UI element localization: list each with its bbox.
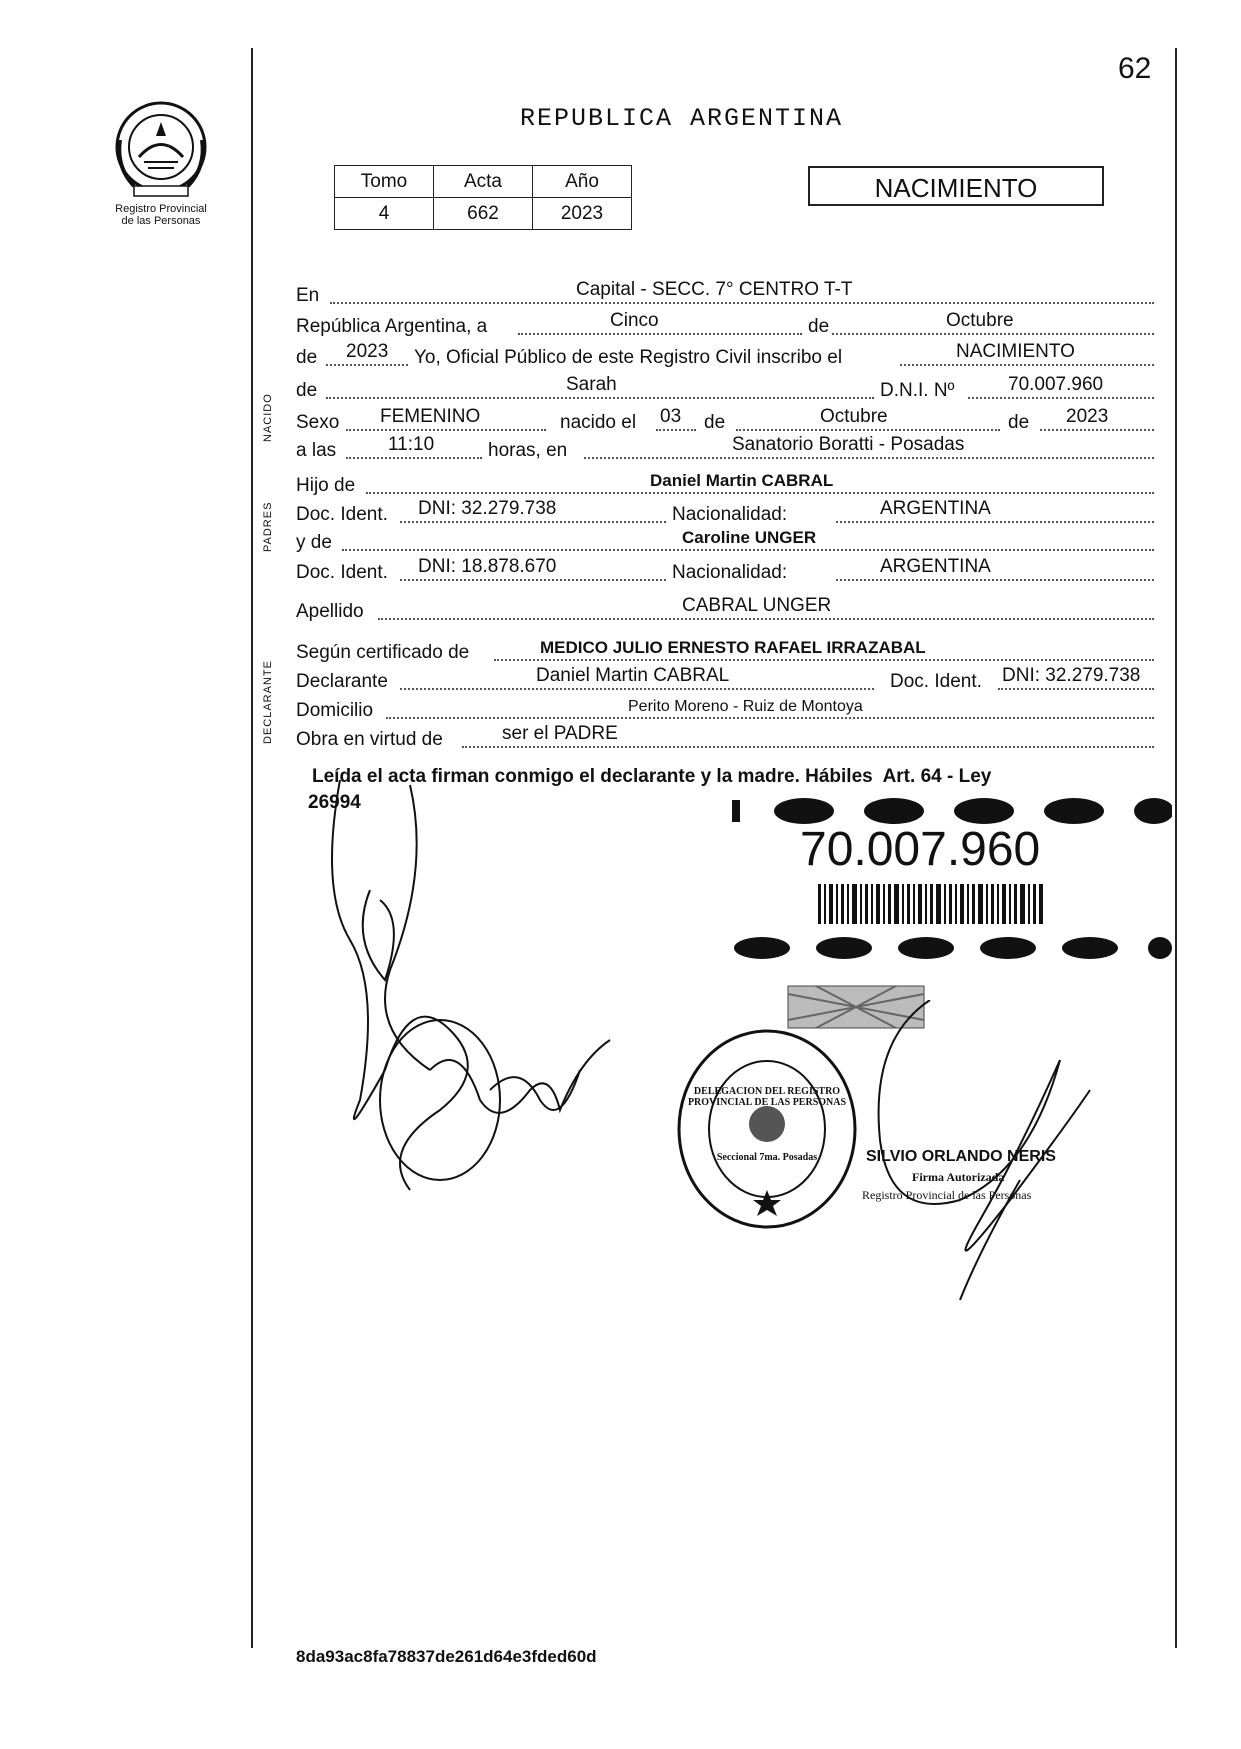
label-de: de	[808, 316, 830, 337]
label-declarant: Declarante	[296, 671, 388, 692]
form-row-father	[296, 469, 1154, 497]
form-row-birth	[296, 406, 1154, 434]
value-mother: Caroline UNGER	[682, 528, 817, 547]
registry-header-tomo: Tomo	[335, 166, 434, 198]
barcode-icon	[818, 884, 1048, 924]
value-year: 2023	[346, 341, 389, 362]
value-dni: 70.007.960	[1008, 374, 1104, 395]
dni-stamp-number: 70.007.960	[800, 823, 1041, 876]
label-address: Domicilio	[296, 700, 374, 721]
label-birth-de2: de	[1008, 412, 1030, 433]
label-birth-de: de	[704, 412, 726, 433]
seal-outer-text: DELEGACION DEL REGISTRO PROVINCIAL DE LAS PERSONAS	[687, 1086, 847, 1108]
section-label-declarant: DECLARANTE	[262, 660, 274, 744]
document-type-box: NACIMIENTO	[808, 166, 1104, 206]
label-mother-doc: Doc. Ident.	[296, 562, 388, 583]
value-certificate: MEDICO JULIO ERNESTO RAFAEL IRRAZABAL	[540, 638, 926, 657]
logo-caption-line1: Registro Provincial	[115, 203, 207, 215]
value-father-nationality: ARGENTINA	[880, 498, 991, 519]
seal-inner-text: Seccional 7ma. Posadas	[716, 1152, 818, 1163]
registry-value-anio: 2023	[533, 198, 632, 230]
label-certificate: Según certificado de	[296, 642, 470, 663]
declarant-signature-icon	[290, 770, 640, 1210]
form-row-place	[296, 279, 1154, 307]
form-row-event	[296, 341, 1154, 369]
value-father: Daniel Martin CABRAL	[650, 471, 834, 490]
form-row-address	[296, 694, 1154, 722]
registry-seal	[672, 1024, 862, 1234]
right-margin-line	[1175, 48, 1177, 1648]
value-place: Capital - SECC. 7° CENTRO T-T	[576, 279, 853, 300]
form-row-father-doc	[296, 498, 1154, 526]
registry-value-acta: 662	[434, 198, 533, 230]
section-label-parents: PADRES	[262, 501, 274, 552]
left-margin-line	[251, 48, 253, 1648]
section-label-born: NACIDO	[262, 393, 274, 442]
value-mother-doc: DNI: 18.878.670	[418, 556, 557, 577]
official-name: SILVIO ORLANDO NERIS	[866, 1148, 1056, 1165]
form-row-date	[296, 310, 1154, 338]
value-address: Perito Moreno - Ruiz de Montoya	[628, 698, 863, 715]
closing-text-line1: Leída el acta firman conmigo el declarante y la madre. Hábiles Art. 64 - Ley	[312, 766, 992, 787]
label-mother-nationality: Nacionalidad:	[672, 562, 788, 583]
value-birth-day: 03	[660, 406, 682, 427]
form-row-name	[296, 374, 1154, 402]
value-time: 11:10	[388, 434, 435, 455]
label-surname: Apellido	[296, 601, 364, 622]
form-row-mother-doc	[296, 556, 1154, 584]
label-year-prefix: de	[296, 347, 318, 368]
label-child-of: Hijo de	[296, 475, 356, 496]
value-birth-place: Sanatorio Boratti - Posadas	[732, 434, 965, 455]
label-of: de	[296, 380, 318, 401]
document-title: REPUBLICA ARGENTINA	[520, 104, 844, 133]
value-day-words: Cinco	[610, 310, 659, 331]
form-row-mother	[296, 526, 1154, 554]
label-at: a las	[296, 440, 337, 461]
label-country: República Argentina, a	[296, 316, 488, 337]
form-row-certificate	[296, 636, 1154, 664]
closing-text-line2: 26994	[308, 792, 361, 813]
watermark-band-lower-icon	[732, 934, 1172, 962]
value-declarant: Daniel Martin CABRAL	[536, 665, 730, 686]
label-and: y de	[296, 532, 332, 553]
label-registrar: Yo, Oficial Público de este Registro Civil inscribo el	[414, 347, 843, 368]
value-month: Octubre	[946, 310, 1014, 331]
label-dni: D.N.I. Nº	[880, 380, 955, 401]
label-hours: horas, en	[488, 440, 568, 461]
form-row-declarant	[296, 665, 1154, 693]
registry-header-anio: Año	[533, 166, 632, 198]
provincial-crest-icon	[106, 92, 216, 202]
official-office: Registro Provincial de las Personas	[862, 1188, 1032, 1202]
value-surname: CABRAL UNGER	[682, 595, 832, 616]
value-acts: ser el PADRE	[502, 723, 618, 744]
registry-value-tomo: 4	[335, 198, 434, 230]
value-birth-month: Octubre	[820, 406, 888, 427]
label-born-on: nacido el	[560, 412, 637, 433]
form-row-acts	[296, 723, 1154, 751]
label-sex: Sexo	[296, 412, 340, 433]
label-acts: Obra en virtud de	[296, 729, 443, 750]
registry-header-acta: Acta	[434, 166, 533, 198]
value-birth-year: 2023	[1066, 406, 1109, 427]
dni-stamp	[732, 794, 1172, 964]
value-event: NACIMIENTO	[956, 341, 1075, 362]
label-father-nationality: Nacionalidad:	[672, 504, 788, 525]
form-row-surname	[296, 595, 1154, 623]
registry-logo	[96, 92, 226, 227]
value-father-doc: DNI: 32.279.738	[418, 498, 557, 519]
logo-caption-line2: de las Personas	[121, 215, 201, 227]
registry-table	[334, 165, 632, 230]
label-en: En	[296, 285, 320, 306]
page-number: 62	[1118, 52, 1152, 85]
value-sex: FEMENINO	[380, 406, 481, 427]
form-row-time	[296, 434, 1154, 462]
value-name: Sarah	[566, 374, 617, 395]
value-mother-nationality: ARGENTINA	[880, 556, 991, 577]
label-father-doc: Doc. Ident.	[296, 504, 388, 525]
value-declarant-doc: DNI: 32.279.738	[1002, 665, 1141, 686]
seal-emblem-icon	[672, 1024, 862, 1234]
official-role: Firma Autorizada	[912, 1170, 1005, 1184]
document-hash: 8da93ac8fa78837de261d64e3fded60d	[296, 1647, 597, 1666]
label-declarant-doc: Doc. Ident.	[890, 671, 982, 692]
